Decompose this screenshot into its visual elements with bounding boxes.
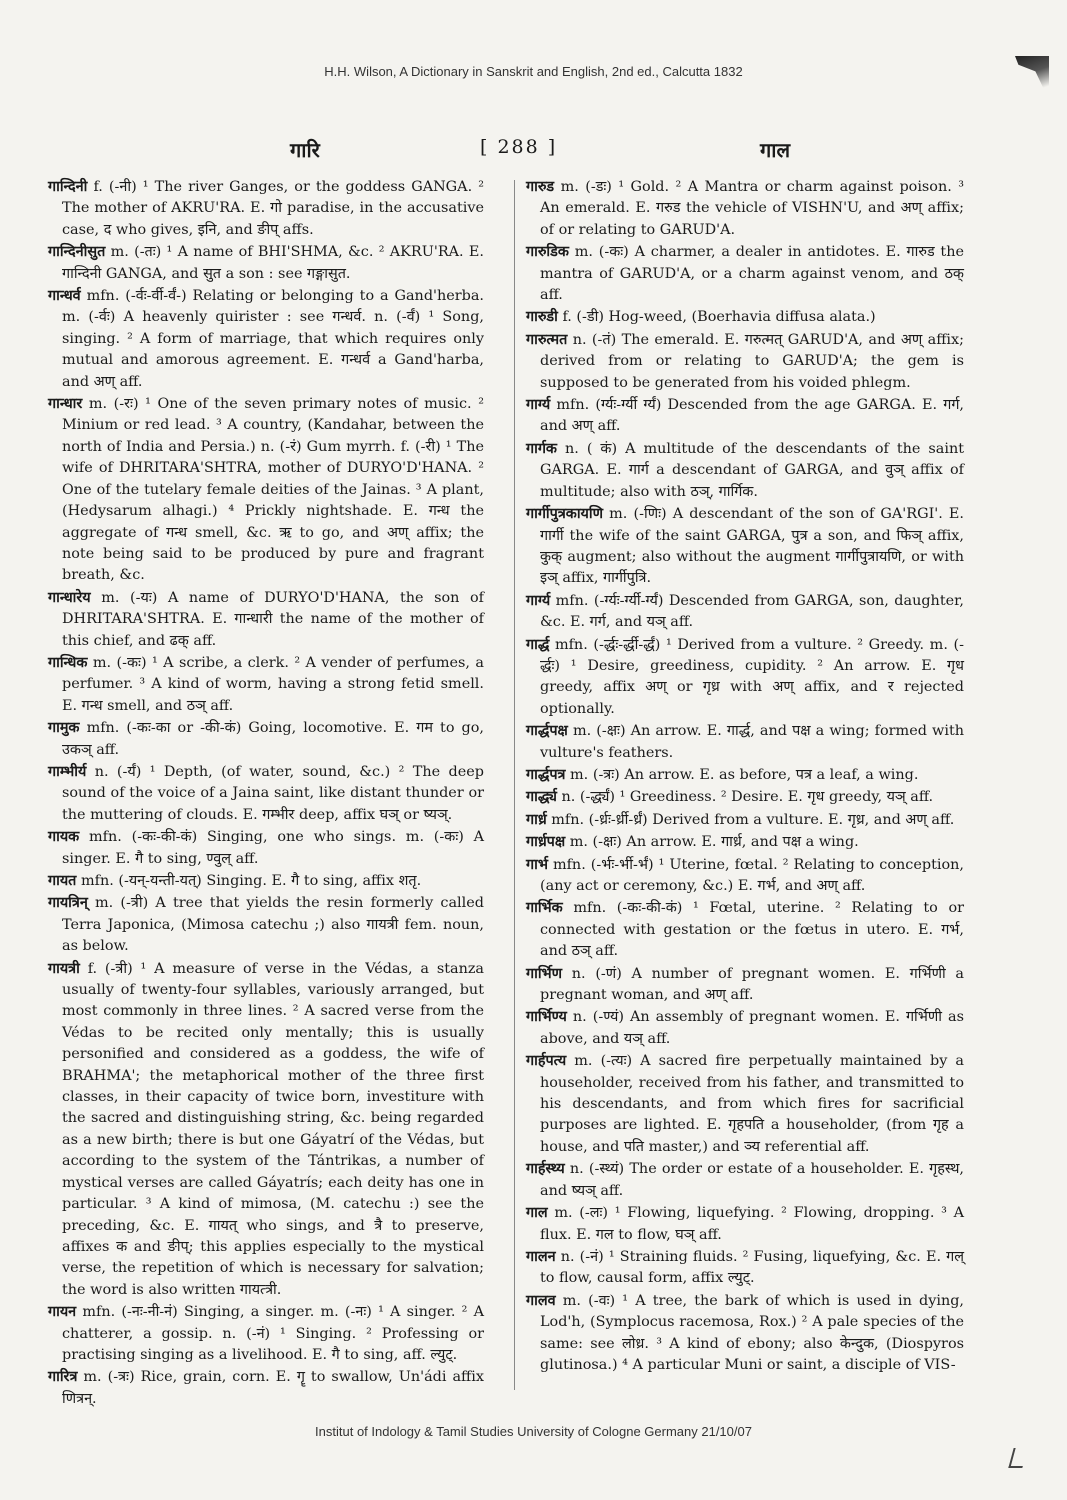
- dictionary-entry: [526, 306, 964, 328]
- entry-headword: गान्धारेय: [48, 588, 91, 606]
- left-column: [48, 176, 484, 1410]
- entry-definition: f. (-डी) Hog-weed, (Boerhavia diffusa alata.): [562, 309, 876, 326]
- entry-headword: गान्दिनीसुत: [48, 243, 106, 261]
- entry-headword: गारुड: [526, 178, 555, 195]
- entry-headword: गार्भ: [526, 855, 548, 873]
- dictionary-entry: [526, 503, 964, 590]
- dictionary-entry: [526, 764, 964, 786]
- entry-definition: n. (-स्थ्यं) The order or estate of a householder. E. गृहस्थ, and ष्यञ् aff.: [540, 1161, 964, 1199]
- dictionary-entry: [48, 1301, 484, 1366]
- entry-definition: n. (-ण्यं) An assembly of pregnant women. E. गर्भिणी as above, and यञ् aff.: [540, 1009, 965, 1047]
- entry-definition: m. (-यः) A name of DURYO'D'HANA, the son of DHRITARA'SHTRA. E. गान्धारी the name of the mother of this chief, and ढक् aff.: [62, 589, 485, 649]
- entry-headword: गार्गीपुत्रकायणि: [526, 505, 604, 523]
- dictionary-entry: [526, 831, 964, 853]
- dictionary-entry: [48, 761, 484, 826]
- dictionary-entry: [526, 241, 964, 306]
- dictionary-entry: [48, 892, 484, 957]
- entry-headword: गार्द्धपक्ष: [526, 722, 568, 740]
- entry-definition: n. (-णं) A number of pregnant women. E. गर्भिणी a pregnant woman, and अण् aff.: [540, 965, 964, 1004]
- entry-headword: गायत्रिन्: [48, 894, 88, 912]
- entry-headword: गार्द्धपत्र: [526, 765, 566, 783]
- dictionary-entry: [48, 393, 484, 587]
- dictionary-entry: [526, 720, 964, 764]
- entry-definition: m. (-क्षः) An arrow. E. गार्द्ध, and पक्ष a wing; formed with vulture's feathers.: [540, 723, 965, 761]
- entry-definition: f. (-त्री) ¹ A measure of verse in the Védas, a stanza usually of twenty-four syllables, variously arranged, but most commonly in three lines. ² A sacred verse from the Védas to be recited only mentally; this is usually personified and considered as a goddess, the wife of BRAHMA'; the metaphorical mother of the three first classes, in their capacity of twice born, investiture with the sacred and distinguishing string, &c. being regarded as a new birth; there is but one Gáyatrí of the Védas, but according to the system of the Tántrikas, a number of mystical verses are called Gáyatrís; each deity has one in particular. ³ A kind of mimosa, (M. catechu :) see the preceding, &c. E. गायत् who sings, and त्रै to preserve, affixes क and ङीप्; this applies especially to the mystical verse, the repetition of which is necessary for salvation; the word is also written गायत्त्री.: [62, 960, 484, 1298]
- entry-definition: mfn. (-कः-की-कं) Singing, one who sings. m. (-कः) A singer. E. गै to sing, ण्वुल् aff.: [62, 829, 485, 867]
- entry-definition: mfn. (-नः-नी-नं) Singing, a singer. m. (-नः) ¹ A singer. ² A chatterer, a gossip. n. (-नं) ¹ Singing. ² Professing or practising singing as a livelihood. E. गै to sing, aff. ल्युट्.: [62, 1304, 484, 1363]
- dictionary-entry: [526, 590, 964, 634]
- entry-headword: गालव: [526, 1291, 556, 1309]
- entry-headword: गारुत्मत: [526, 330, 568, 348]
- dictionary-entry: [48, 176, 484, 241]
- running-head-right: गाल: [760, 138, 790, 162]
- dictionary-entry: [526, 1202, 964, 1246]
- entry-headword: गायत: [48, 872, 77, 889]
- entry-definition: m. (-कः) A charmer, a dealer in antidotes. E. गारुड the mantra of GARUD'A, or a charm against venom, and ठक् aff.: [540, 244, 964, 304]
- dictionary-entry: [48, 241, 484, 285]
- entry-definition: m. (-त्रः) An arrow. E. as before, पत्र a leaf, a wing.: [570, 766, 919, 783]
- right-column: [526, 176, 964, 1376]
- entry-definition: m. (-त्री) A tree that yields the resin formerly called Terra Japonica, (Mimosa catechu ;) also गायत्री fem. noun, as below.: [62, 895, 484, 955]
- running-head-left: गारि: [290, 138, 320, 162]
- page-number: [ 288 ]: [480, 136, 558, 158]
- entry-headword: गाल: [526, 1204, 548, 1222]
- dictionary-entry: [526, 1050, 964, 1158]
- entry-headword: गार्ग्य: [526, 396, 551, 414]
- entry-definition: mfn. (-यन्-यन्ती-यत्) Singing. E. गै to sing, affix शतृ.: [80, 873, 422, 889]
- entry-headword: गार्भिण्य: [526, 1008, 567, 1026]
- dictionary-entry: [48, 652, 484, 717]
- entry-definition: mfn. (-कः-का or -की-कं) Going, locomotive. E. गम to go, उकञ् aff.: [62, 720, 485, 758]
- dictionary-entry: [526, 786, 964, 808]
- entry-definition: f. (-नी) ¹ The river Ganges, or the goddess GANGA. ² The mother of AKRU'RA. E. गो paradise, in the accusative case, द who gives, इनि, and ङीप् affs.: [62, 179, 484, 238]
- source-header: H.H. Wilson, A Dictionary in Sanskrit and English, 2nd ed., Calcutta 1832: [324, 64, 743, 79]
- dictionary-entry: [526, 1290, 964, 1377]
- entry-headword: गायक: [48, 828, 80, 846]
- entry-definition: m. (-वः) ¹ A tree, the bark of which is used in dying, Lod'h, (Symplocus racemosa, Rox.) ² A pale species of the same: see लोध्र. ³ A kind of ebony; also केन्दुक, (Diospyros glutinosa.) ⁴ A particular Muni or saint, a disciple of VIS-: [540, 1292, 965, 1373]
- dictionary-entry: [48, 958, 484, 1302]
- entry-definition: n. ( कं) A multitude of the descendants of the saint GARGA. E. गार्ग a descendant of GARGA, and वुञ् affix of multitude; also with ठञ्, गार्गिक.: [540, 440, 964, 500]
- dictionary-entry: [526, 1158, 964, 1202]
- entry-definition: m. (-तः) ¹ A name of BHI'SHMA, &c. ² AKRU'RA. E. गान्दिनी GANGA, and सुत a son : see गङ्गासुत.: [62, 244, 484, 282]
- dictionary-entry: [526, 963, 964, 1007]
- entry-definition: n. (-र्द्ध्यं) ¹ Greediness. ² Desire. E. गृध greedy, यञ् aff.: [561, 789, 934, 806]
- entry-definition: m. (-त्यः) A sacred fire perpetually maintained by a householder, received from his father, and transmitted to his descendants, and from which fires for sacrificial purposes are lighted. E. गृहपति a householder, (from गृह a house, and पति master,) and ञ्य referential aff.: [540, 1053, 964, 1155]
- entry-headword: गायत्री: [48, 959, 80, 977]
- entry-headword: गार्गक: [526, 439, 557, 457]
- entry-headword: गार्भिण: [526, 964, 563, 982]
- entry-headword: गामुक: [48, 719, 80, 737]
- dictionary-entry: [48, 1366, 484, 1410]
- entry-headword: गाम्भीर्य: [48, 762, 87, 780]
- entry-definition: mfn. (-र्ध्रः-र्ध्री-र्ध्रं) Derived from a vulture. E. गृध्र, and अण् aff.: [551, 811, 955, 828]
- entry-headword: गार्ध्र: [526, 810, 547, 828]
- entry-headword: गार्ग्य: [526, 591, 551, 609]
- dictionary-entry: [48, 587, 484, 652]
- dictionary-entry: [526, 1006, 964, 1050]
- dictionary-entry: [48, 285, 484, 393]
- entry-definition: m. (-क्षः) An arrow. E. गार्ध्र, and पक्ष a wing.: [569, 834, 859, 851]
- dictionary-entry: [526, 809, 964, 831]
- entry-headword: गार्हपत्य: [526, 1052, 567, 1070]
- column-divider: [514, 180, 515, 1390]
- entry-headword: गान्धिक: [48, 653, 88, 671]
- entry-headword: गार्हस्थ्य: [526, 1160, 565, 1178]
- entry-definition: m. (-णिः) A descendant of the son of GA'RGI'. E. गार्गी the wife of the saint GARGA, पुत्र a son, and फिञ् affix, कुक् augment; also without the augment गार्गीपुत्रायणि, or with इञ् affix, गार्गीपुत्रि.: [540, 506, 964, 587]
- entry-definition: m. (-रः) ¹ One of the seven primary notes of music. ² Minium or red lead. ³ A country, (Kandahar, between the north of India and Persia.) n. (-रं) Gum myrrh. f. (-री) ¹ The wife of DHRITARA'SHTRA, mother of DURYO'D'HANA. ² One of the tutelary female deities of the Jainas. ³ A plant, (Hedysarum alhagi.) ⁴ Prickly nightshade. E. गन्ध the aggregate of गन्ध smell, &c. ऋ to go, and अण् affix; the note being said to be produced by pure and fragrant breath, &c.: [62, 396, 484, 584]
- entry-headword: गार्ध्रपक्ष: [526, 833, 566, 851]
- dictionary-entry: [48, 870, 484, 892]
- dictionary-entry: [526, 329, 964, 394]
- entry-definition: mfn. (-र्ग्यः-र्ग्यी-र्ग्यं) Descended from GARGA, son, daughter, &c. E. गर्ग, and यञ् aff.: [540, 592, 964, 631]
- dictionary-entry: [526, 438, 964, 503]
- entry-headword: गार्भिक: [526, 899, 563, 917]
- dictionary-entry: [526, 897, 964, 962]
- entry-definition: m. (-कः) ¹ A scribe, a clerk. ² A vender of perfumes, a perfumer. ³ A kind of worm, having a strong fetid smell. E. गन्ध smell, and ठञ् aff.: [62, 654, 485, 714]
- entry-headword: गान्धार: [48, 395, 83, 413]
- entry-definition: n. (-तं) The emerald. E. गरुत्मत् GARUD'A, and अण् affix; derived from or relating to GARUD'A; the gem is supposed to be generated from his voided phlegm.: [540, 331, 964, 391]
- dictionary-entry: [526, 1246, 964, 1290]
- entry-definition: m. (-त्रः) Rice, grain, corn. E. गॄ to swallow, Un'ádi affix णित्रन्.: [62, 1369, 484, 1407]
- source-footer: Institut of Indology & Tamil Studies University of Cologne Germany 21/10/07: [315, 1424, 752, 1439]
- entry-definition: mfn. (-र्भः-र्भी-र्भं) ¹ Uterine, fœtal. ² Relating to conception, (any act or ceremony, &c.) E. गर्भ, and अण् aff.: [540, 856, 964, 894]
- entry-headword: गालन: [526, 1247, 556, 1265]
- entry-definition: mfn. (-र्द्धः-र्द्धी-र्द्धं) ¹ Derived from a vulture. ² Greedy. m. (-र्द्धः) ¹ Desire, greediness, cupidity. ² An arrow. E. गृध greedy, affix अण् or गृध्र with अण् affix, and र rejected optionally.: [540, 636, 964, 717]
- entry-headword: गार्द्ध्य: [526, 788, 557, 806]
- entry-definition: m. (-लः) ¹ Flowing, liquefying. ² Flowing, dropping. ³ A flux. E. गल to flow, घञ् aff.: [540, 1205, 964, 1243]
- entry-definition: mfn. (-र्वः-र्वी-र्वं-) Relating or belonging to a Gand'herba. m. (-र्वः) A heavenly quirister : see गन्धर्व. n. (-र्वं) ¹ Song, singing. ² A form of marriage, that which requires only mutual and amorous agreement. E. गन्धर्व a Gand'harba, and अण् aff.: [62, 288, 485, 390]
- dictionary-entry: [526, 176, 964, 241]
- dictionary-entry: [526, 634, 964, 721]
- entry-headword: गार्द्ध: [526, 635, 550, 653]
- entry-headword: गायन: [48, 1303, 77, 1321]
- entry-definition: mfn. (र्ग्यः-र्ग्यी र्ग्यं) Descended from the age GARGA. E. गर्ग, and अण् aff.: [540, 397, 964, 435]
- dictionary-entry: [48, 826, 484, 870]
- entry-headword: गारित्र: [48, 1368, 78, 1386]
- entry-definition: n. (-नं) ¹ Straining fluids. ² Fusing, liquefying, &c. E. गल् to flow, causal form, affix ल्युट्.: [540, 1248, 965, 1287]
- entry-definition: mfn. (-कः-की-कं) ¹ Fœtal, uterine. ² Relating to or connected with gestation or the fœtus in utero. E. गर्भ, and ठञ् aff.: [540, 900, 964, 960]
- dictionary-entry: [526, 394, 964, 438]
- entry-definition: n. (-र्यं) ¹ Depth, (of water, sound, &c.) ² The deep sound of the voice of a Jaina saint, like distant thunder or the muttering of clouds. E. गम्भीर deep, affix घञ् or ष्यञ्.: [62, 763, 484, 823]
- entry-headword: गान्धर्व: [48, 287, 81, 305]
- entry-headword: गारुडी: [526, 308, 558, 326]
- dictionary-entry: [526, 854, 964, 898]
- page-bottom-mark: [1008, 1448, 1027, 1468]
- entry-definition: m. (-डः) ¹ Gold. ² A Mantra or charm against poison. ³ An emerald. E. गरुड the vehicle of VISHN'U, and अण् affix; of or relating to GARUD'A.: [540, 179, 965, 238]
- entry-headword: गारुडिक: [526, 243, 569, 261]
- dictionary-entry: [48, 717, 484, 761]
- entry-headword: गान्दिनी: [48, 178, 88, 195]
